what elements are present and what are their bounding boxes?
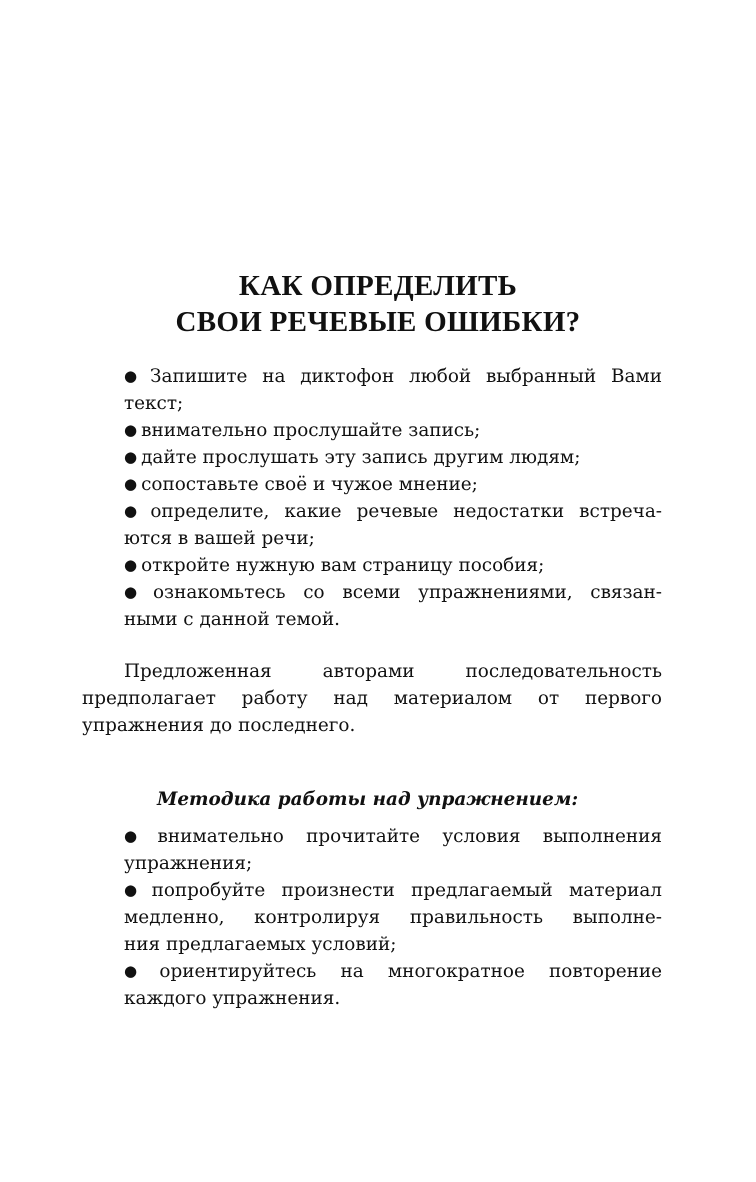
- list-item-line: ются в вашей речи;: [124, 528, 315, 549]
- bullet-icon: ●: [124, 448, 138, 466]
- list-item-line: упражнения;: [124, 853, 253, 874]
- list-item: [124, 363, 662, 417]
- list-item-line: ● внимательно прочитайте условия выполнения: [124, 826, 662, 847]
- intro-paragraph: [82, 658, 662, 739]
- list-item-line: ● ориентируйтесь на многократное повторение: [124, 961, 662, 982]
- bullet-icon: ●: [124, 502, 147, 520]
- list-item: [124, 877, 662, 958]
- page-title: [0, 268, 756, 340]
- method-heading: Методика работы над упражнением:: [157, 789, 579, 810]
- method-list: [124, 823, 662, 1012]
- list-item-line: ● откройте нужную вам страницу пособия;: [124, 555, 545, 576]
- list-item: [124, 958, 662, 1012]
- list-item: [124, 498, 662, 552]
- list-item-line: ● ознакомьтесь со всеми упражнениями, связан-: [124, 582, 662, 603]
- list-item-line: медленно, контролируя правильность выполне-: [124, 907, 662, 928]
- steps-list: [124, 363, 662, 633]
- list-item: [124, 579, 662, 633]
- bullet-icon: ●: [124, 962, 156, 980]
- list-item-line: ● внимательно прослушайте запись;: [124, 420, 481, 441]
- paragraph-line: предполагает работу над материалом от первого: [82, 688, 662, 709]
- list-item: [124, 444, 662, 471]
- list-item-line: ● Запишите на диктофон любой выбранный Вами: [124, 366, 662, 387]
- bullet-icon: ●: [124, 583, 149, 601]
- list-item-line: ● определите, какие речевые недостатки встреча-: [124, 501, 662, 522]
- list-item-line: ными с данной темой.: [124, 609, 340, 630]
- paragraph-line: Предложенная авторами последовательность: [124, 661, 662, 682]
- list-item: [124, 471, 662, 498]
- list-item-line: ● дайте прослушать эту запись другим людям;: [124, 447, 581, 468]
- list-item-line: каждого упражнения.: [124, 988, 341, 1009]
- list-item-line: текст;: [124, 393, 184, 414]
- list-item: [124, 417, 662, 444]
- title-line-2: СВОИ РЕЧЕВЫЕ ОШИБКИ?: [175, 306, 581, 338]
- bullet-icon: ●: [124, 367, 147, 385]
- bullet-icon: ●: [124, 827, 154, 845]
- title-line-1: КАК ОПРЕДЕЛИТЬ: [238, 270, 518, 302]
- paragraph-line: упражнения до последнего.: [82, 715, 356, 736]
- bullet-icon: ●: [124, 475, 138, 493]
- list-item-line: ● сопоставьте своё и чужое мнение;: [124, 474, 478, 495]
- bullet-icon: ●: [124, 421, 138, 439]
- bullet-icon: ●: [124, 556, 138, 574]
- bullet-icon: ●: [124, 881, 148, 899]
- list-item: [124, 552, 662, 579]
- list-item-line: ● попробуйте произнести предлагаемый материал: [124, 880, 662, 901]
- list-item-line: ния предлагаемых условий;: [124, 934, 397, 955]
- list-item: [124, 823, 662, 877]
